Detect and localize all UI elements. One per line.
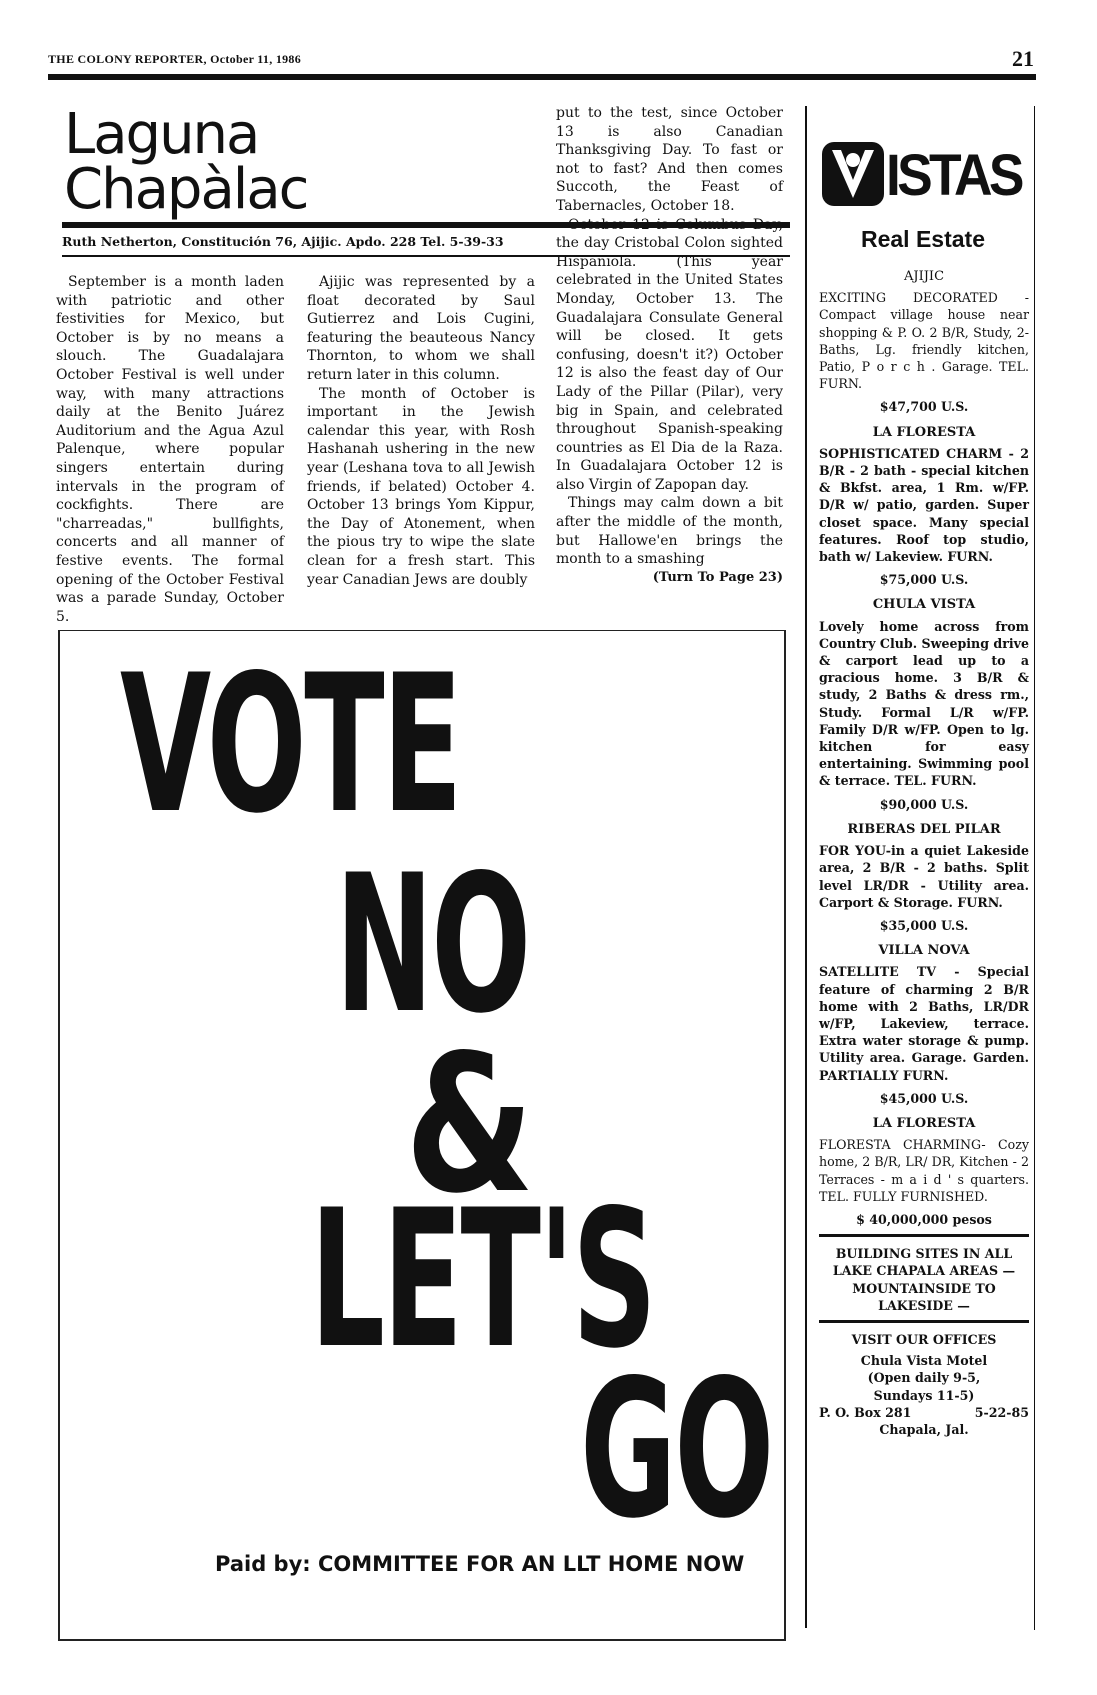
- ad-word-vote: VOTE: [120, 634, 461, 855]
- article-column-3: [556, 104, 783, 587]
- listing-description: Lovely home across from Country Club. Sweeping drive & carport lead up to a gracious home. 3 B/R & study, 2 Baths & dress rm., Study. Formal L/R w/FP. Family D/R w/FP. Open to lg. kitchen for easy entertaining. Swimming pool & terrace. TEL. FURN.: [819, 618, 1029, 789]
- listing-price: $35,000 U.S.: [879, 917, 969, 933]
- column-logo-line2: Chapàlac: [64, 157, 308, 222]
- listing-location: VILLA NOVA: [878, 943, 970, 959]
- office-city: Chapala, Jal.: [879, 1421, 969, 1437]
- ad-word-no: NO: [335, 834, 529, 1055]
- vistas-brand: ISTAS: [886, 143, 1021, 208]
- column-logo-line1: Laguna: [64, 102, 259, 167]
- building-sites-notice: BUILDING SITES IN ALL LAKE CHAPALA AREAS — MOUNTAINSIDE TO LAKESIDE —: [832, 1246, 1016, 1313]
- listing-location: LA FLORESTA: [872, 424, 976, 440]
- listing: [819, 268, 1029, 416]
- ad-paid-by: Paid by: COMMITTEE FOR AN LLT HOME NOW: [215, 1552, 745, 1576]
- article-paragraph: put to the test, since October 13 is also Canadian Thanksgiving Day. To fast or not to fast? And then comes Succoth, the Feast of Tabernacles, October 18.: [556, 105, 783, 214]
- listing-price: $90,000 U.S.: [879, 796, 969, 812]
- contact-row: [819, 1404, 1029, 1421]
- office-hours-sunday: Sundays 11-5): [873, 1387, 975, 1403]
- real-estate-title: Real Estate: [860, 226, 985, 252]
- sidebar-rule: [819, 1320, 1029, 1323]
- listing-price: $75,000 U.S.: [879, 572, 969, 588]
- byline: Ruth Netherton, Constitución 76, Ajijic. Apdo. 228 Tel. 5-39-33: [62, 234, 504, 249]
- listing: [819, 821, 1029, 934]
- listing-location: RIBERAS DEL PILAR: [847, 821, 1001, 837]
- listing: [819, 1115, 1029, 1228]
- article-paragraph: Ajijic was represented by a float decorated by Saul Gutierrez and Lois Cugini, featuring the beauteous Nancy Thornton, to whom we shall return later in this column.: [307, 274, 535, 383]
- office-hours: (Open daily 9-5,: [867, 1370, 981, 1386]
- ad-word-and: &: [405, 1014, 532, 1235]
- listing-price: $47,700 U.S.: [879, 399, 969, 415]
- page-number: 21: [1012, 46, 1034, 71]
- listing-location: CHULA VISTA: [872, 597, 976, 613]
- po-box: P. O. Box 281: [819, 1404, 912, 1420]
- header-rule: [48, 74, 1036, 80]
- publication-header: THE COLONY REPORTER, October 11, 1986: [48, 52, 302, 66]
- ad-word-go: GO: [580, 1339, 772, 1560]
- article-column-1: [56, 273, 284, 626]
- article-column-2: [307, 273, 535, 589]
- listing: [819, 596, 1029, 812]
- listing: [819, 942, 1029, 1107]
- sidebar-rule: [819, 1234, 1029, 1237]
- listing-location: LA FLORESTA: [872, 1115, 976, 1131]
- listing: [819, 424, 1029, 589]
- listing-price: $ 40,000,000 pesos: [856, 1211, 992, 1227]
- listing-description: EXCITING DECORATED - Compact village house near shopping & P. O. 2 B/R, Study, 2-Baths, Lg. friendly kitchen, Patio, P o r c h . Garage. TEL. FURN.: [819, 290, 1029, 392]
- article-paragraph: October 12 is Columbus Day, the day Cristobal Colon sighted Hispaniola. (This year celebrated in the United States Monday, October 13. The Guadalajara Consulate General will be closed. It gets confusing, doesn't it?) October 12 is also the feast day of Our Lady of the Pillar (Pilar), very big in Spain, and celebrated throughout Spanish-speaking countries as El Dia de la Raza. In Guadalajara October 12 is also Virgin of Zapopan day.: [556, 216, 783, 493]
- ad-word-lets: LET'S: [310, 1169, 655, 1390]
- office-location: Chula Vista Motel: [860, 1353, 988, 1369]
- continued-notice: (Turn To Page 23): [652, 569, 783, 585]
- ad-code: 5-22-85: [974, 1404, 1029, 1420]
- sidebar-divider: [805, 106, 807, 1628]
- article-paragraph: Things may calm down a bit after the middle of the month, but Hallowe'en brings the month to a smashing: [556, 495, 783, 568]
- listing-location: AJIJIC: [903, 269, 945, 284]
- article-paragraph: September is a month laden with patriotic and other festivities for Mexico, but October is by no means a slouch. The Guadalajara October Festival is well under way, with many attractions daily at the Benito Juárez Auditorium and the Agua Azul Palenque, where popular singers entertain during intervals in the program of cockfights. There are "charreadas," bullfights, concerts and all manner of festive events. The formal opening of the October Festival was a parade Sunday, October 5.: [56, 274, 284, 625]
- listing-description: SATELLITE TV - Special feature of charming 2 B/R home with 2 Baths, LR/DR w/FP, Lakeview, terrace. Extra water storage & pump. Utility area. Garage. Garden. PARTIALLY FURN.: [819, 964, 1029, 1083]
- visit-offices: VISIT OUR OFFICES: [851, 1331, 997, 1347]
- listing-description: FLORESTA CHARMING- Cozy home, 2 B/R, LR/ DR, Kitchen - 2 Terraces - m a i d ' s quarters. TEL. FULLY FURNISHED.: [819, 1137, 1029, 1204]
- listing-description: SOPHISTICATED CHARM - 2 B/R - 2 bath - special kitchen & Bkfst. area, 1 Rm. w/FP. D/R w/ patio, garden. Super closet space. Many special features. Roof top studio, bath w/ Lakeview. FURN.: [819, 445, 1029, 565]
- listing-description: FOR YOU-in a quiet Lakeside area, 2 B/R - 2 baths. Split level LR/DR - Utility area. Carport & Storage. FURN.: [819, 843, 1029, 910]
- article-paragraph: The month of October is important in the Jewish calendar this year, with Rosh Hashanah ushering in the new year (Leshana tova to all Jewish friends, if belated) October 4. October 13 brings Yom Kippur, the Day of Atonement, when the pious try to wipe the slate clean for a fresh start. This year Canadian Jews are doubly: [307, 385, 535, 588]
- listing-price: $45,000 U.S.: [879, 1090, 969, 1106]
- listings: [819, 260, 1029, 1438]
